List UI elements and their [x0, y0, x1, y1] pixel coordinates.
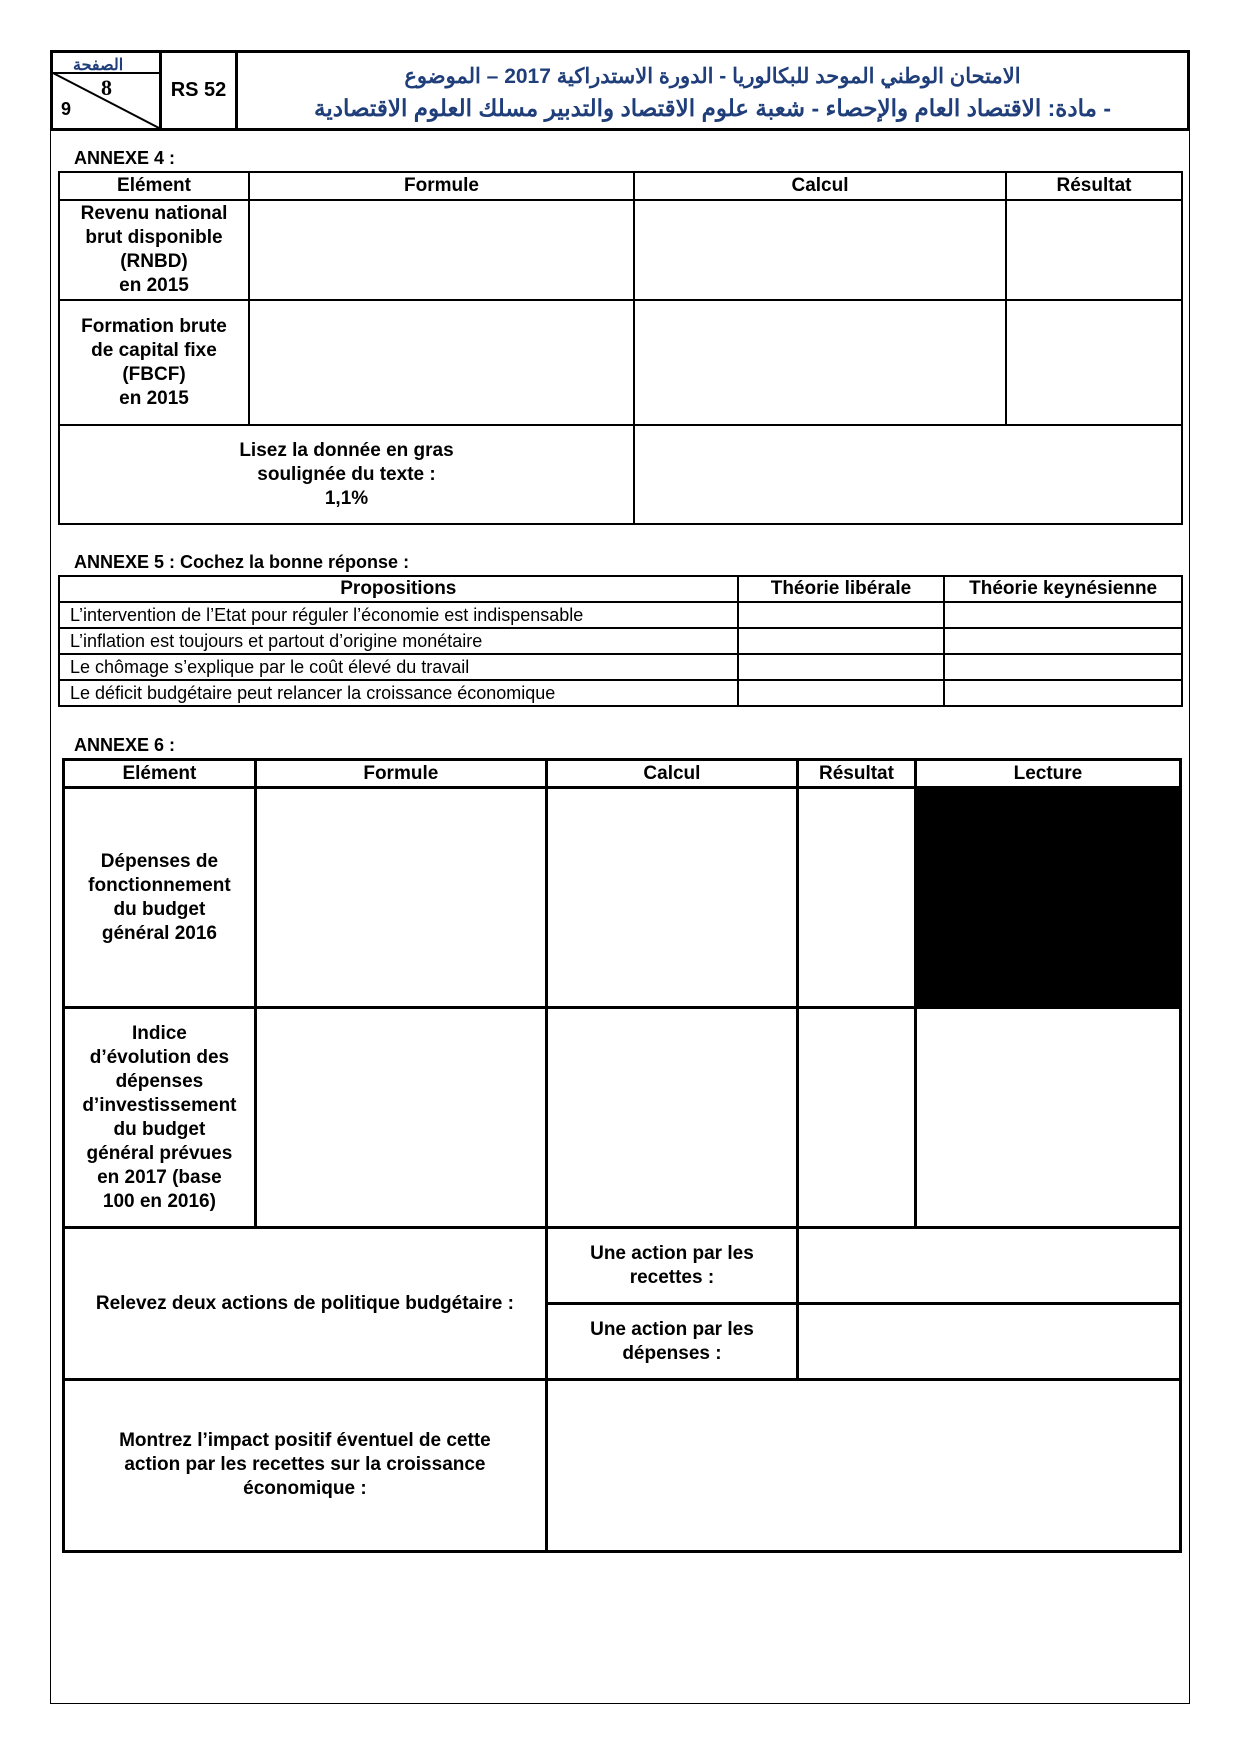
table-row	[59, 628, 1182, 654]
a6-header-calcul: Calcul	[546, 760, 797, 788]
annexe5-title: ANNEXE 5 : Cochez la bonne réponse :	[74, 552, 410, 572]
table-row	[59, 300, 1182, 425]
title-line-2: - مادة: الاقتصاد العام والإحصاء - شعبة علوم الاقتصاد والتدبير مسلك العلوم الاقتصادية	[314, 94, 1111, 121]
a6-depenses-fonctionnement-label: Dépenses de fonctionnement du budget général 2016	[64, 788, 256, 1008]
exam-code: RS 52	[161, 52, 237, 130]
table-row	[64, 1380, 1181, 1552]
table-row	[59, 654, 1182, 680]
page-total: 9	[61, 99, 72, 119]
a5-header-liberale: Théorie libérale	[738, 576, 945, 602]
a4-reading-label: Lisez la donnée en gras soulignée du texte : 1,1%	[59, 425, 634, 524]
a6-header-formule: Formule	[255, 760, 546, 788]
a4-fbcf-formule-cell[interactable]	[249, 300, 634, 425]
page-current: 8	[101, 75, 112, 100]
a4-fbcf-calcul-cell[interactable]	[634, 300, 1006, 425]
annexe6-table	[62, 758, 1182, 1553]
a6-action-recettes-label: Une action par les recettes :	[546, 1228, 797, 1304]
a4-reading-answer-cell[interactable]	[634, 425, 1182, 524]
table-row	[64, 1228, 1181, 1304]
a6-row1-calcul-cell[interactable]	[546, 788, 797, 1008]
a4-header-element: Elément	[59, 172, 249, 200]
a6-row1-formule-cell[interactable]	[255, 788, 546, 1008]
table-row	[64, 788, 1181, 1008]
page-label: الصفحة	[73, 57, 124, 74]
a6-row1-resultat-cell[interactable]	[798, 788, 916, 1008]
exam-header	[50, 50, 1190, 131]
a4-rnbd-calcul-cell[interactable]	[634, 200, 1006, 300]
a5-check-keynesienne[interactable]	[944, 654, 1182, 680]
a4-header-resultat: Résultat	[1006, 172, 1182, 200]
a5-check-keynesienne[interactable]	[944, 628, 1182, 654]
a4-rnbd-resultat-cell[interactable]	[1006, 200, 1182, 300]
a6-indice-evolution-label: Indice d’évolution des dépenses d’investissement du budget général prévues en 2017 (base 100 en 2016)	[64, 1008, 256, 1228]
a5-proposition: Le chômage s’explique par le coût élevé du travail	[59, 654, 738, 680]
exam-titles	[237, 52, 1189, 130]
a4-header-calcul: Calcul	[634, 172, 1006, 200]
a6-header-lecture: Lecture	[915, 760, 1180, 788]
table-row	[59, 602, 1182, 628]
title-line-1: الامتحان الوطني الموحد للبكالوريا - الدورة الاستدراكية 2017 – الموضوع	[404, 64, 1021, 88]
a6-budget-actions-label: Relevez deux actions de politique budgétaire :	[64, 1228, 547, 1380]
a5-check-keynesienne[interactable]	[944, 602, 1182, 628]
a4-header-formule: Formule	[249, 172, 634, 200]
annexe4-table	[58, 171, 1183, 525]
a6-impact-answer[interactable]	[546, 1380, 1180, 1552]
a6-action-depenses-label: Une action par les dépenses :	[546, 1304, 797, 1380]
a5-header-propositions: Propositions	[59, 576, 738, 602]
a4-fbcf-resultat-cell[interactable]	[1006, 300, 1182, 425]
a6-row2-formule-cell[interactable]	[255, 1008, 546, 1228]
a6-impact-label: Montrez l’impact positif éventuel de cette action par les recettes sur la croissance économique :	[64, 1380, 547, 1552]
a6-row1-lecture-blocked	[915, 788, 1180, 1008]
a6-action-recettes-answer[interactable]	[798, 1228, 1181, 1304]
a5-check-liberale[interactable]	[738, 628, 945, 654]
annexe4-title: ANNEXE 4 :	[74, 148, 176, 168]
a5-check-keynesienne[interactable]	[944, 680, 1182, 706]
a5-proposition: L’intervention de l’Etat pour réguler l’économie est indispensable	[59, 602, 738, 628]
table-row	[59, 680, 1182, 706]
a6-row2-calcul-cell[interactable]	[546, 1008, 797, 1228]
a6-row2-resultat-cell[interactable]	[798, 1008, 916, 1228]
a6-header-element: Elément	[64, 760, 256, 788]
a5-proposition: L’inflation est toujours et partout d’origine monétaire	[59, 628, 738, 654]
a4-rnbd-label: Revenu national brut disponible (RNBD) en 2015	[59, 200, 249, 300]
a6-row2-lecture-cell[interactable]	[915, 1008, 1180, 1228]
table-row	[64, 1008, 1181, 1228]
a5-proposition: Le déficit budgétaire peut relancer la croissance économique	[59, 680, 738, 706]
a6-header-resultat: Résultat	[798, 760, 916, 788]
a5-check-liberale[interactable]	[738, 602, 945, 628]
table-row	[59, 425, 1182, 524]
a5-header-keynesienne: Théorie keynésienne	[944, 576, 1182, 602]
table-row	[59, 200, 1182, 300]
annexe5-table	[58, 575, 1183, 707]
page-number-box	[53, 53, 159, 128]
annexe6-title: ANNEXE 6 :	[74, 735, 176, 755]
a5-check-liberale[interactable]	[738, 654, 945, 680]
a4-fbcf-label: Formation brute de capital fixe (FBCF) en 2015	[59, 300, 249, 425]
a6-action-depenses-answer[interactable]	[798, 1304, 1181, 1380]
a4-rnbd-formule-cell[interactable]	[249, 200, 634, 300]
a5-check-liberale[interactable]	[738, 680, 945, 706]
